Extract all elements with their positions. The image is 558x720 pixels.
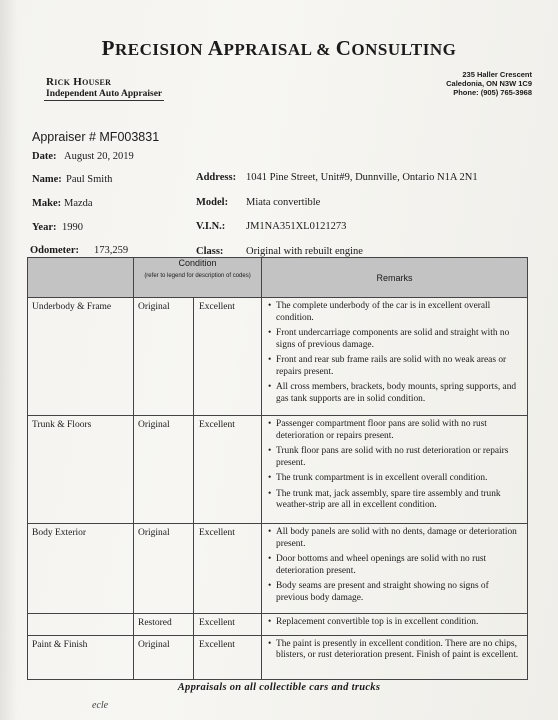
table-row (28, 635, 528, 679)
vin-value: JM1NA351XL0121273 (246, 221, 347, 232)
remark-item: • The trunk mat, jack assembly, spare tire assembly and trunk weather-strip are all in excellent condition. (266, 489, 523, 512)
category-cell: Body Exterior (28, 524, 134, 614)
remarks-cell (262, 298, 528, 416)
address-label: Address: (196, 172, 237, 183)
condition-header-sub: (refer to legend for description of codes) (144, 273, 251, 279)
vin-label: V.I.N.: (196, 221, 226, 232)
category-cell: Paint & Finish (28, 635, 134, 679)
company-title: PRECISION APPRAISAL & CONSULTING (101, 36, 457, 60)
rating-cell: Excellent (194, 614, 262, 636)
remark-item: • All cross members, brackets, body mounts, spring supports, and gas tank supports are in solid condition. (266, 382, 523, 405)
remarks-list (262, 416, 527, 518)
table-row (28, 614, 528, 636)
condition-header (134, 258, 262, 298)
company-phone: Phone: (905) 765-3968 (453, 88, 532, 97)
appraiser-name: Rick Houser (46, 76, 112, 88)
status-cell: Original (134, 416, 194, 524)
header-rule (44, 100, 164, 101)
make-value: Mazda (64, 198, 93, 209)
name-value: Paul Smith (66, 174, 113, 185)
address-value: 1041 Pine Street, Unit#9, Dunnville, Ontario N1A 2N1 (246, 172, 478, 183)
status-cell: Original (134, 524, 194, 614)
odometer-value: 173,259 (94, 245, 129, 256)
status-cell: Restored (134, 614, 194, 636)
remark-item: • The complete underbody of the car is in excellent overall condition. (266, 301, 523, 324)
remark-item: • The paint is presently in excellent condition. There are no chips, blisters, or rust deterioration present. Finish of paint is excellent. (266, 639, 523, 662)
make-label: Make: (32, 198, 62, 209)
model-label: Model: (196, 197, 229, 208)
category-cell (28, 614, 134, 636)
remarks-cell (262, 635, 528, 679)
header-blank-cell (28, 258, 134, 298)
footer-slogan: Appraisals on all collectible cars and trucks (177, 682, 381, 693)
odometer-label: Odometer: (30, 245, 79, 256)
condition-table (27, 257, 528, 680)
condition-header-label: Condition (178, 258, 217, 268)
company-street: 235 Haller Crescent (462, 70, 532, 79)
remark-item: • Body seams are present and straight showing no signs of previous body damage. (266, 581, 523, 604)
remark-item: • Trunk floor pans are solid with no rust deterioration or repairs present. (266, 446, 523, 469)
model-value: Miata convertible (246, 197, 321, 208)
class-label: Class: (196, 246, 224, 257)
table-row (28, 416, 528, 524)
table-header-row (28, 258, 528, 298)
remark-item: • Replacement convertible top is in excellent condition. (266, 617, 523, 629)
company-city: Caledonia, ON N3W 1C9 (446, 79, 532, 88)
appraiser-number: Appraiser # MF003831 (32, 130, 160, 144)
name-label: Name: (32, 174, 62, 185)
year-label: Year: (32, 222, 57, 233)
rating-cell: Excellent (194, 416, 262, 524)
table-row (28, 524, 528, 614)
remarks-list (262, 614, 527, 635)
handwritten-mark: ecle (92, 700, 109, 711)
appraiser-role: Independent Auto Appraiser (46, 89, 163, 99)
table-row (28, 298, 528, 416)
remark-item: • Passenger compartment floor pans are solid with no rust deterioration or repairs present. (266, 419, 523, 442)
remark-item: • Front and rear sub frame rails are solid with no weak areas or repairs present. (266, 355, 523, 378)
remarks-cell (262, 614, 528, 636)
rating-cell: Excellent (194, 635, 262, 679)
category-cell: Underbody & Frame (28, 298, 134, 416)
remarks-list (262, 636, 527, 668)
remarks-list (262, 524, 527, 610)
remark-item: • All body panels are solid with no dents, damage or deterioration present. (266, 527, 523, 550)
remark-item: • Door bottoms and wheel openings are solid with no rust deterioration present. (266, 554, 523, 577)
status-cell: Original (134, 298, 194, 416)
rating-cell: Excellent (194, 298, 262, 416)
category-cell: Trunk & Floors (28, 416, 134, 524)
remarks-header: Remarks (262, 258, 528, 298)
page-edge-shadow (0, 0, 18, 720)
status-cell: Original (134, 635, 194, 679)
date-value: August 20, 2019 (64, 151, 134, 162)
remarks-cell (262, 416, 528, 524)
remark-item: • Front undercarriage components are solid and straight with no signs of previous damage. (266, 328, 523, 351)
class-value: Original with rebuilt engine (246, 246, 363, 257)
year-value: 1990 (62, 222, 83, 233)
remark-item: • The trunk compartment is in excellent overall condition. (266, 473, 523, 485)
remarks-cell (262, 524, 528, 614)
date-label: Date: (32, 151, 57, 162)
rating-cell: Excellent (194, 524, 262, 614)
remarks-list (262, 298, 527, 411)
